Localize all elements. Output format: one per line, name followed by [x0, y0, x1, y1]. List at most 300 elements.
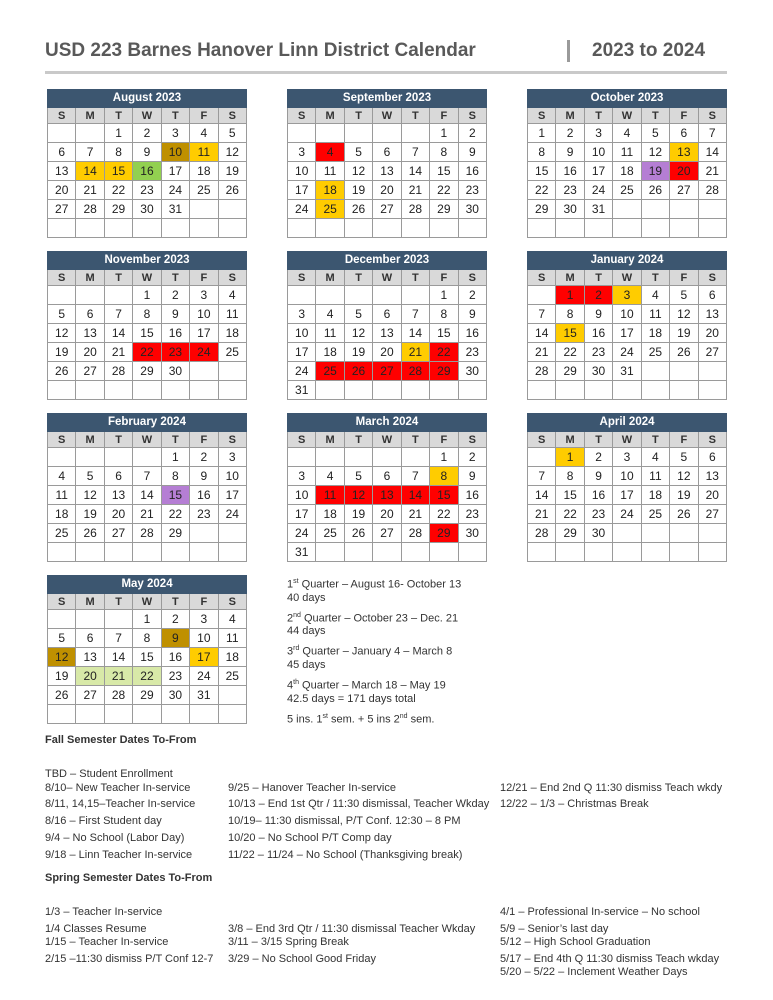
calendar-day: 30 [584, 362, 612, 381]
quarter-4: 4th Quarter – March 18 – May 19 42.5 days = 171 days total [287, 678, 446, 705]
calendar-day: 1 [133, 610, 161, 629]
weekday-label: W [613, 108, 641, 124]
calendar-day: 9 [161, 305, 189, 324]
empty-cell [133, 705, 161, 724]
calendar-day: 21 [401, 181, 429, 200]
calendar-day: 14 [401, 486, 429, 505]
calendar-day: 9 [584, 467, 612, 486]
calendar-day: 8 [528, 143, 556, 162]
weekday-label: T [161, 270, 189, 286]
month-calendar [47, 251, 247, 400]
calendar-day: 4 [613, 124, 641, 143]
empty-cell [641, 524, 669, 543]
fall-event: 8/10– New Teacher In-service [45, 782, 191, 794]
weekday-label: M [76, 270, 104, 286]
weekday-label: T [401, 108, 429, 124]
empty-cell [670, 200, 698, 219]
weekday-label: S [458, 108, 487, 124]
calendar-day: 26 [641, 181, 669, 200]
empty-cell [76, 124, 104, 143]
calendar-day: 18 [218, 324, 246, 343]
weekday-label: T [584, 432, 612, 448]
calendar-day: 29 [133, 362, 161, 381]
calendar-day: 25 [48, 524, 76, 543]
empty-cell [401, 448, 429, 467]
calendar-day: 5 [344, 143, 372, 162]
weekday-label: W [133, 594, 161, 610]
calendar-day: 23 [161, 343, 189, 362]
weekday-label: S [288, 270, 316, 286]
empty-cell [190, 705, 218, 724]
weekday-label: W [373, 432, 401, 448]
calendar-day: 4 [316, 305, 344, 324]
calendar-day: 10 [613, 305, 641, 324]
calendar-day: 21 [528, 343, 556, 362]
calendar-day: 9 [190, 467, 218, 486]
inservice-note: 5 ins. 1st sem. + 5 ins 2nd sem. [287, 712, 435, 726]
empty-cell [133, 219, 161, 238]
calendar-day: 21 [528, 505, 556, 524]
month-calendar [47, 575, 247, 724]
calendar-day: 2 [458, 286, 487, 305]
month-name: December 2023 [288, 252, 487, 270]
weekday-label: S [218, 270, 246, 286]
calendar-day: 9 [161, 629, 189, 648]
empty-cell [133, 381, 161, 400]
calendar-day: 22 [133, 667, 161, 686]
calendar-day: 21 [104, 343, 132, 362]
calendar-day: 18 [316, 505, 344, 524]
empty-cell [190, 362, 218, 381]
calendar-day: 18 [316, 343, 344, 362]
empty-cell [641, 381, 669, 400]
empty-cell [528, 543, 556, 562]
quarter-1: 1st Quarter – August 16- October 13 40 days [287, 578, 462, 604]
calendar-day: 26 [344, 524, 372, 543]
calendar-day: 7 [528, 305, 556, 324]
empty-cell [373, 543, 401, 562]
calendar-day: 25 [316, 362, 344, 381]
empty-cell [190, 200, 218, 219]
calendar-day: 5 [344, 467, 372, 486]
month-calendar [47, 89, 247, 238]
weekday-label: T [104, 432, 132, 448]
calendar-day: 30 [458, 524, 486, 543]
calendar-day: 6 [48, 143, 76, 162]
empty-cell [698, 381, 726, 400]
calendar-day: 6 [373, 143, 401, 162]
fall-event: 10/13 – End 1st Qtr / 11:30 dismissal, Teacher Wkday [228, 798, 490, 810]
calendar-day: 11 [218, 305, 246, 324]
calendar-day: 13 [373, 324, 401, 343]
calendar-day: 25 [641, 505, 669, 524]
calendar-day: 27 [48, 200, 76, 219]
calendar-day: 11 [316, 162, 344, 181]
empty-cell [556, 543, 584, 562]
calendar-day: 17 [584, 162, 612, 181]
calendar-day: 2 [161, 286, 189, 305]
calendar-day: 17 [218, 486, 246, 505]
empty-cell [430, 219, 458, 238]
calendar-day: 17 [288, 343, 316, 362]
fall-event: 10/20 – No School P/T Comp day [228, 832, 392, 844]
weekday-label: F [670, 108, 698, 124]
weekday-label: F [670, 432, 698, 448]
empty-cell [698, 362, 726, 381]
empty-cell [288, 448, 316, 467]
calendar-day: 30 [458, 200, 487, 219]
calendar-day: 22 [556, 505, 584, 524]
calendar-day: 24 [288, 524, 316, 543]
calendar-day: 13 [373, 162, 401, 181]
weekday-label: M [556, 108, 584, 124]
calendar-day: 20 [104, 505, 132, 524]
month-name: August 2023 [48, 90, 247, 108]
weekday-label: S [288, 108, 316, 124]
calendar-day: 30 [133, 200, 161, 219]
fall-event: 8/16 – First Student day [45, 815, 162, 827]
calendar-day: 14 [401, 324, 429, 343]
calendar-day: 12 [670, 305, 698, 324]
calendar-day: 18 [316, 181, 344, 200]
calendar-day: 13 [698, 467, 727, 486]
calendar-day: 29 [104, 200, 132, 219]
empty-cell [218, 200, 246, 219]
calendar-day: 3 [613, 448, 641, 467]
calendar-day: 21 [104, 667, 132, 686]
calendar-day: 4 [316, 143, 344, 162]
empty-cell [161, 381, 189, 400]
empty-cell [401, 286, 429, 305]
calendar-day: 28 [76, 200, 104, 219]
calendar-day: 31 [161, 200, 189, 219]
empty-cell [613, 219, 641, 238]
calendar-day: 13 [104, 486, 132, 505]
calendar-day: 22 [161, 505, 189, 524]
calendar-day: 28 [401, 200, 429, 219]
calendar-day: 27 [104, 524, 132, 543]
weekday-label: T [104, 270, 132, 286]
weekday-label: M [316, 108, 344, 124]
weekday-label: S [528, 108, 556, 124]
calendar-day: 16 [584, 486, 612, 505]
empty-cell [613, 381, 641, 400]
calendar-day: 23 [161, 667, 189, 686]
empty-cell [76, 286, 104, 305]
calendar-day: 7 [698, 124, 726, 143]
empty-cell [48, 705, 76, 724]
month-name: January 2024 [528, 252, 727, 270]
calendar-day: 28 [401, 362, 429, 381]
weekday-label: S [48, 432, 76, 448]
calendar-day: 22 [104, 181, 132, 200]
empty-cell [373, 448, 401, 467]
weekday-label: S [48, 594, 76, 610]
calendar-day: 11 [641, 305, 669, 324]
calendar-day: 13 [48, 162, 76, 181]
calendar-day: 28 [528, 362, 556, 381]
empty-cell [401, 124, 429, 143]
calendar-day: 11 [641, 467, 669, 486]
calendar-day: 11 [316, 486, 344, 505]
calendar-day: 12 [641, 143, 669, 162]
empty-cell [48, 610, 76, 629]
calendar-day: 16 [458, 486, 486, 505]
spring-event: 2/15 –11:30 dismiss P/T Conf 12-7 [45, 953, 214, 965]
weekday-label: W [613, 432, 641, 448]
weekday-label: W [373, 108, 401, 124]
calendar-day: 6 [698, 448, 727, 467]
calendar-day: 25 [218, 343, 246, 362]
calendar-day: 26 [76, 524, 104, 543]
calendar-day: 5 [76, 467, 104, 486]
weekday-label: M [76, 108, 104, 124]
calendar-day: 13 [670, 143, 698, 162]
calendar-day: 25 [316, 524, 344, 543]
weekday-label: T [641, 270, 669, 286]
empty-cell [373, 219, 401, 238]
calendar-day: 20 [698, 324, 726, 343]
calendar-day: 15 [430, 324, 458, 343]
weekday-label: F [670, 270, 698, 286]
empty-cell [556, 219, 584, 238]
calendar-day: 4 [218, 610, 247, 629]
empty-cell [190, 381, 218, 400]
empty-cell [316, 124, 344, 143]
weekday-label: S [218, 108, 246, 124]
calendar-day: 21 [698, 162, 726, 181]
empty-cell [458, 381, 487, 400]
calendar-day: 16 [133, 162, 161, 181]
calendar-day: 4 [641, 448, 669, 467]
empty-cell [316, 543, 344, 562]
calendar-day: 27 [76, 686, 104, 705]
calendar-day: 12 [76, 486, 104, 505]
calendar-day: 19 [344, 181, 372, 200]
calendar-day: 10 [190, 629, 218, 648]
month-calendar [287, 413, 487, 562]
calendar-day: 8 [430, 143, 458, 162]
calendar-day: 25 [641, 343, 669, 362]
calendar-day: 5 [641, 124, 669, 143]
weekday-label: F [190, 432, 218, 448]
spring-event: 5/17 – End 4th Q 11:30 dismiss Teach wkday [500, 953, 720, 965]
calendar-day: 3 [161, 124, 189, 143]
empty-cell [373, 124, 401, 143]
calendar-day: 26 [344, 200, 372, 219]
calendar-day: 19 [670, 486, 698, 505]
weekday-label: T [641, 432, 669, 448]
empty-cell [584, 543, 612, 562]
empty-cell [218, 686, 247, 705]
weekday-label: T [584, 270, 612, 286]
calendar-day: 31 [613, 362, 641, 381]
empty-cell [76, 610, 104, 629]
calendar-day: 2 [190, 448, 218, 467]
calendar-day: 19 [344, 505, 372, 524]
calendar-day: 21 [133, 505, 161, 524]
empty-cell [104, 610, 132, 629]
calendar-day: 12 [344, 486, 372, 505]
calendar-day: 19 [218, 162, 246, 181]
empty-cell [670, 543, 698, 562]
calendar-day: 18 [613, 162, 641, 181]
weekday-label: T [401, 432, 429, 448]
calendar-day: 18 [190, 162, 218, 181]
fall-semester-title: Fall Semester Dates To-From [45, 734, 197, 746]
weekday-label: W [373, 270, 401, 286]
weekday-label: W [613, 270, 641, 286]
month-name: October 2023 [528, 90, 727, 108]
calendar-day: 16 [161, 324, 189, 343]
calendar-day: 17 [190, 648, 218, 667]
calendar-day: 20 [670, 162, 698, 181]
calendar-day: 17 [161, 162, 189, 181]
empty-cell [584, 381, 612, 400]
calendar-day: 16 [556, 162, 584, 181]
calendar-day: 10 [288, 486, 316, 505]
calendar-day: 1 [104, 124, 132, 143]
empty-cell [190, 543, 218, 562]
calendar-day: 29 [133, 686, 161, 705]
empty-cell [641, 200, 669, 219]
calendar-day: 17 [613, 324, 641, 343]
calendar-day: 5 [670, 286, 698, 305]
calendar-day: 20 [698, 486, 727, 505]
calendar-day: 23 [190, 505, 218, 524]
empty-cell [401, 219, 429, 238]
weekday-label: W [133, 432, 161, 448]
calendar-day: 26 [670, 505, 698, 524]
weekday-label: S [458, 432, 486, 448]
weekday-label: T [344, 108, 372, 124]
calendar-day: 11 [218, 629, 247, 648]
empty-cell [556, 381, 584, 400]
calendar-day: 4 [218, 286, 246, 305]
month-calendar [287, 251, 487, 400]
empty-cell [373, 381, 401, 400]
empty-cell [698, 219, 726, 238]
calendar-day: 22 [430, 343, 458, 362]
empty-cell [48, 448, 76, 467]
calendar-day: 17 [288, 181, 316, 200]
calendar-day: 29 [556, 524, 584, 543]
calendar-day: 8 [133, 629, 161, 648]
calendar-day: 31 [288, 381, 316, 400]
empty-cell [161, 219, 189, 238]
calendar-day: 26 [48, 686, 76, 705]
fall-event: 8/11, 14,15–Teacher In-service [45, 798, 196, 810]
calendar-day: 20 [373, 181, 401, 200]
empty-cell [528, 219, 556, 238]
spring-semester-title: Spring Semester Dates To-From [45, 872, 213, 884]
calendar-day: 27 [373, 362, 401, 381]
weekday-label: S [458, 270, 487, 286]
empty-cell [528, 448, 556, 467]
calendar-day: 23 [133, 181, 161, 200]
weekday-label: S [528, 270, 556, 286]
calendar-day: 29 [528, 200, 556, 219]
calendar-day: 30 [161, 362, 189, 381]
calendar-day: 11 [316, 324, 344, 343]
weekday-label: S [698, 432, 727, 448]
weekday-label: S [528, 432, 556, 448]
header-rule [45, 71, 727, 74]
weekday-label: S [218, 594, 247, 610]
calendar-day: 24 [190, 667, 218, 686]
empty-cell [76, 543, 104, 562]
calendar-day: 22 [430, 505, 458, 524]
calendar-day: 27 [698, 343, 726, 362]
empty-cell [76, 448, 104, 467]
empty-cell [316, 448, 344, 467]
calendar-day: 14 [133, 486, 161, 505]
weekday-label: T [344, 270, 372, 286]
empty-cell [401, 543, 429, 562]
calendar-day: 6 [698, 286, 726, 305]
calendar-day: 13 [698, 305, 726, 324]
quarter-summary [287, 575, 517, 730]
empty-cell [104, 219, 132, 238]
empty-cell [698, 200, 726, 219]
fall-event: 9/18 – Linn Teacher In-service [45, 849, 193, 861]
weekday-label: M [316, 270, 344, 286]
empty-cell [218, 381, 246, 400]
empty-cell [190, 524, 218, 543]
fall-event: 11/22 – 11/24 – No School (Thanksgiving break) [228, 849, 463, 861]
calendar-day: 23 [458, 343, 487, 362]
empty-cell [104, 448, 132, 467]
empty-cell [641, 219, 669, 238]
weekday-label: M [316, 432, 344, 448]
calendar-day: 25 [613, 181, 641, 200]
calendar-day: 15 [133, 324, 161, 343]
empty-cell [104, 381, 132, 400]
calendar-day: 8 [430, 305, 458, 324]
calendar-day: 15 [104, 162, 132, 181]
calendar-day: 27 [670, 181, 698, 200]
header-divider [567, 40, 570, 62]
calendar-day: 10 [288, 162, 316, 181]
empty-cell [190, 219, 218, 238]
calendar-day: 22 [556, 343, 584, 362]
empty-cell [698, 524, 727, 543]
empty-cell [288, 286, 316, 305]
fall-event: 12/22 – 1/3 – Christmas Break [500, 798, 649, 810]
calendar-day: 23 [584, 343, 612, 362]
weekday-label: F [430, 108, 458, 124]
calendar-day: 15 [430, 162, 458, 181]
calendar-day: 20 [373, 343, 401, 362]
empty-cell [104, 543, 132, 562]
calendar-day: 30 [458, 362, 487, 381]
spring-event: 5/9 – Senior’s last day [500, 923, 609, 935]
weekday-label: S [48, 108, 76, 124]
empty-cell [288, 219, 316, 238]
empty-cell [670, 219, 698, 238]
weekday-label: F [430, 432, 458, 448]
calendar-day: 14 [76, 162, 104, 181]
calendar-day: 14 [528, 486, 556, 505]
fall-event: 9/4 – No School (Labor Day) [45, 832, 185, 844]
calendar-day: 7 [104, 629, 132, 648]
empty-cell [161, 543, 189, 562]
calendar-day: 9 [584, 305, 612, 324]
calendar-day: 8 [161, 467, 189, 486]
weekday-label: T [161, 432, 189, 448]
calendar-day: 10 [190, 305, 218, 324]
calendar-day: 24 [288, 362, 316, 381]
